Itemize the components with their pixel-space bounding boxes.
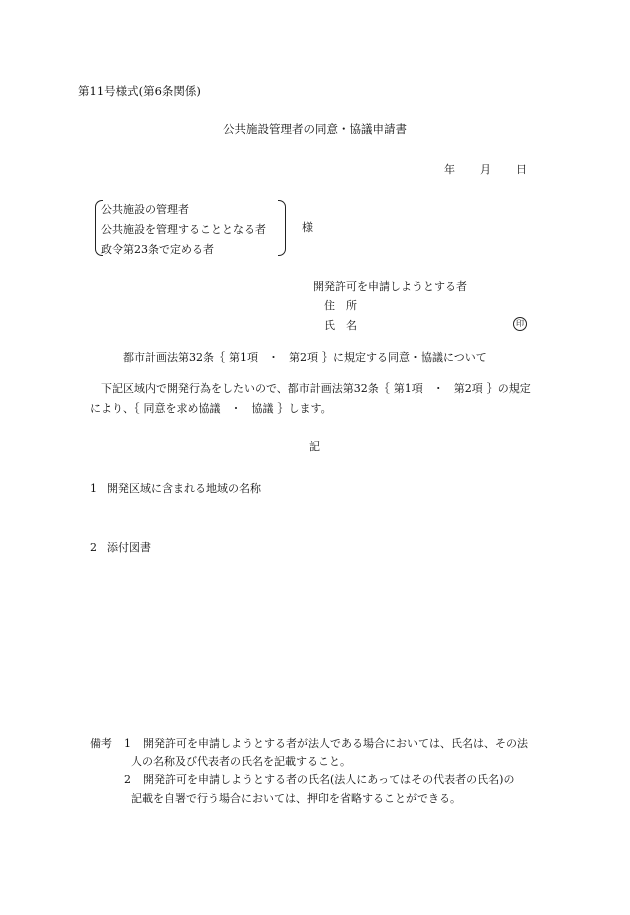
body-option-1: 同意を求め協議: [143, 402, 221, 415]
addressee-block: [95, 200, 295, 256]
applicant-heading: 開発許可を申請しようとする者: [313, 280, 467, 293]
body-text-1a: 下記区域内で開発行為をしたいので、都市計画法第32条｛: [101, 382, 390, 395]
note-2-line-2: 記載を自署で行う場合においては、押印を省略することができる。: [131, 792, 461, 805]
item-2: [90, 542, 151, 553]
note-2-line-1: 開発許可を申請しようとする者の氏名(法人にあってはその代表者の氏名)の: [143, 773, 515, 786]
addressee-line-1: 公共施設の管理者: [101, 203, 189, 216]
date-day: 日: [516, 163, 527, 176]
body-option-2: 協議: [251, 402, 274, 415]
body-line-1: [101, 383, 531, 394]
honorific: 様: [302, 221, 313, 234]
body-line-2: [90, 403, 332, 414]
body-dot-2: ・: [230, 402, 242, 415]
body-text-2b: ｝します。: [277, 402, 332, 415]
subject-part-1: 都市計画法第32条｛: [123, 351, 225, 364]
body-dot: ・: [432, 382, 444, 395]
note-2-number: 2: [124, 773, 131, 786]
note-1-line-2: 人の名称及び代表者の氏名を記載すること。: [131, 755, 351, 768]
note-1-line-1: 開発許可を申請しようとする者が法人である場合においては、氏名は、その法: [143, 737, 528, 750]
address-label: 住 所: [324, 299, 357, 312]
item-2-number: 2: [90, 541, 97, 554]
date-year: 年: [444, 163, 455, 176]
subject-dot: ・: [268, 351, 279, 364]
item-1: [90, 483, 261, 494]
ki-heading: 記: [309, 440, 320, 453]
body-item-1: 第1項: [393, 382, 423, 395]
item-1-label: 開発区域に含まれる地域の名称: [107, 482, 261, 495]
subject-part-2: ｝に規定する同意・協議について: [322, 351, 487, 364]
item-1-number: 1: [90, 482, 97, 495]
body-text-2a: により、｛: [90, 402, 140, 415]
document-title: 公共施設管理者の同意・協議申請書: [223, 122, 407, 136]
subject-item-2: 第2項: [289, 351, 318, 364]
name-label: 氏 名: [324, 319, 357, 332]
date-month: 月: [480, 163, 491, 176]
item-2-label: 添付図書: [107, 541, 151, 554]
addressee-line-3: 政令第23条で定める者: [101, 243, 214, 256]
notes-label: 備考: [90, 737, 112, 750]
right-bracket: [278, 200, 286, 256]
note-1-number: 1: [124, 737, 131, 750]
addressee-line-2: 公共施設を管理することとなる者: [101, 223, 266, 236]
form-number: 第11号様式(第6条関係): [78, 84, 201, 98]
seal-mark: 印: [513, 317, 527, 331]
subject-item-1: 第1項: [229, 351, 258, 364]
body-item-2: 第2項: [453, 382, 483, 395]
subject-line: [123, 352, 487, 363]
body-text-1b: ｝の規定: [486, 382, 531, 395]
